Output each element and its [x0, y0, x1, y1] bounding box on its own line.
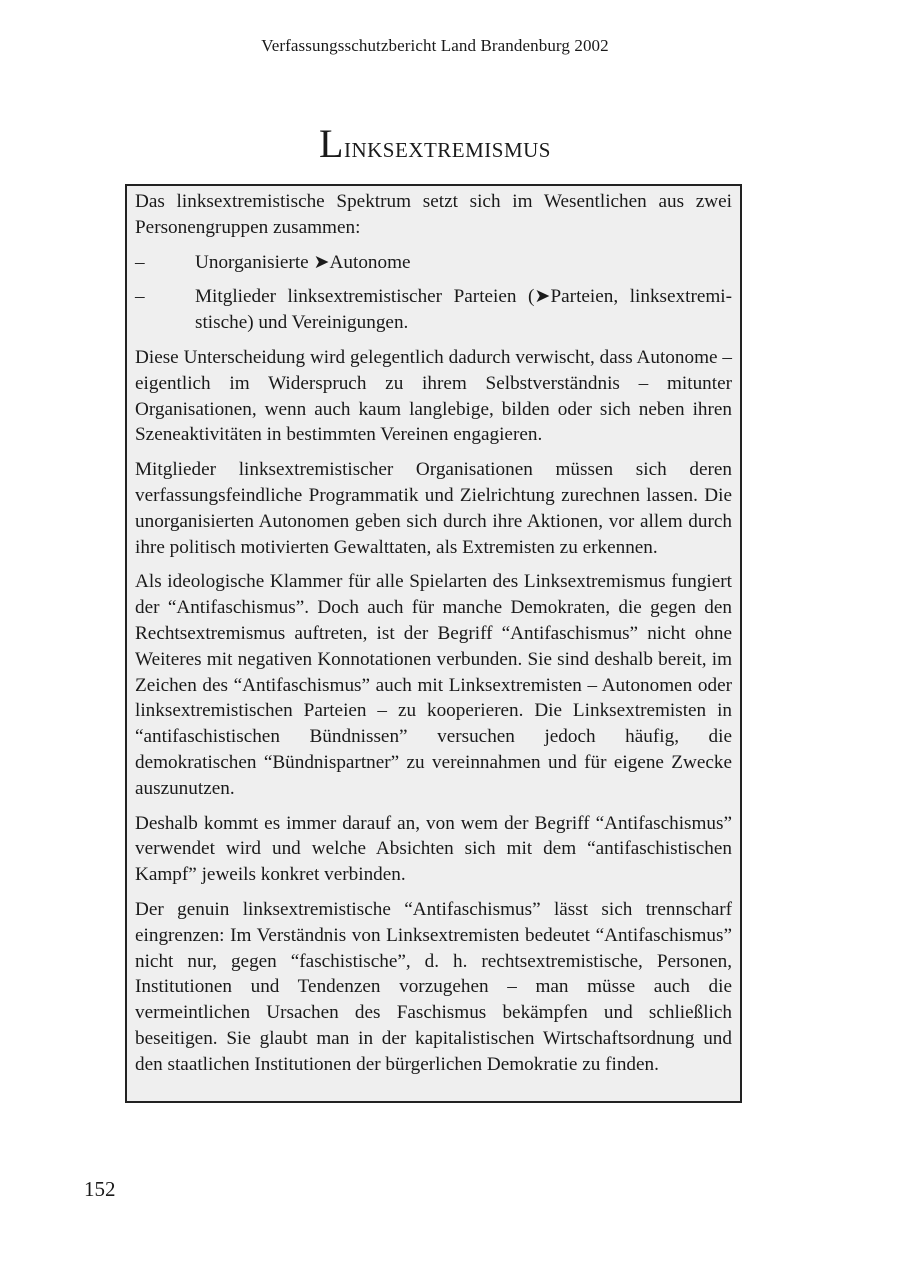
- chapter-title-initial: L: [319, 121, 344, 166]
- list-item: [135, 250, 732, 276]
- body-paragraph: Diese Unterscheidung wird gelegentlich dadurch verwischt, dass Autonome – eigentlich im Widerspruch zu ihrem Selbstverständnis – mitunter Organisationen, wenn auch kaum langlebige, bilden oder sich neben ihren Szeneaktivitäten in bestimmten Vereinen engagieren.: [135, 346, 732, 446]
- list-text: Unorganisierte ➤Autonome: [195, 251, 411, 273]
- chapter-title: [0, 120, 870, 167]
- body-paragraph: Als ideologische Klammer für alle Spielarten des Linksextremismus fungiert der “Antifaschismus”. Doch auch für manche Demokraten, die gegen den Rechtsextremismus auftreten, ist der Begriff “Antifaschismus” nicht ohne Weiteres mit negativen Konnotationen verbunden. Sie sind deshalb bereit, im Zeichen des “Antifaschismus” auch mit Linksextremisten – Autonomen oder linksextremistischen Parteien – zu kooperieren. Die Linksextremisten in “antifaschistischen Bündnissen” versuchen jedoch häufig, die demokratischen “Bündnispartner” zu vereinnahmen und für eigene Zwecke auszunutzen.: [135, 571, 732, 799]
- body-paragraph: Mitglieder linksextremistischer Organisationen müssen sich deren verfassungsfeindliche Programmatik und Zielrichtung zurechnen lassen. Die unorganisierten Autonomen geben sich durch ihre Aktionen, vor allem durch ihre politisch motivierten Gewalttaten, als Extremisten zu erkennen.: [135, 459, 732, 558]
- chapter-title-rest: inksextremismus: [343, 131, 551, 164]
- intro-paragraph: Das linksextremistische Spektrum setzt sich im Wesentlichen aus zwei Personengruppen zusammen:: [135, 191, 732, 238]
- list-text: Mitglieder linksextremistischer Parteien (➤Parteien, linksextremi-stische) und Vereinigungen.: [195, 286, 732, 334]
- body-paragraph: Deshalb kommt es immer darauf an, von wem der Begriff “Antifaschismus” verwendet wird und welche Absichten sich mit dem “antifaschistischen Kampf” jeweils konkret verbinden.: [135, 812, 732, 886]
- list-dash: –: [135, 251, 145, 273]
- body-paragraph: Der genuin linksextremistische “Antifaschismus” lässt sich trennscharf eingrenzen: Im Verständnis von Linksextremisten bedeutet “Antifaschismus” nicht nur, gegen “faschistische”, d. h. rechtsextremistische, Personen, Institutionen und Tendenzen vorzugehen – man müsse auch die vermeintlichen Ursachen des Faschismus bekämpfen und schließlich beseitigen. Sie glaubt man in der kapitalistischen Wirtschaftsordnung und den staatlichen Institutionen der bürgerlichen Demokratie zu finden.: [135, 898, 732, 1075]
- info-box: [125, 184, 742, 1103]
- page-number: 152: [84, 1177, 116, 1201]
- list-item: [135, 284, 732, 336]
- list-dash: –: [135, 286, 145, 308]
- running-header: Verfassungsschutzbericht Land Brandenburg 2002: [261, 36, 609, 55]
